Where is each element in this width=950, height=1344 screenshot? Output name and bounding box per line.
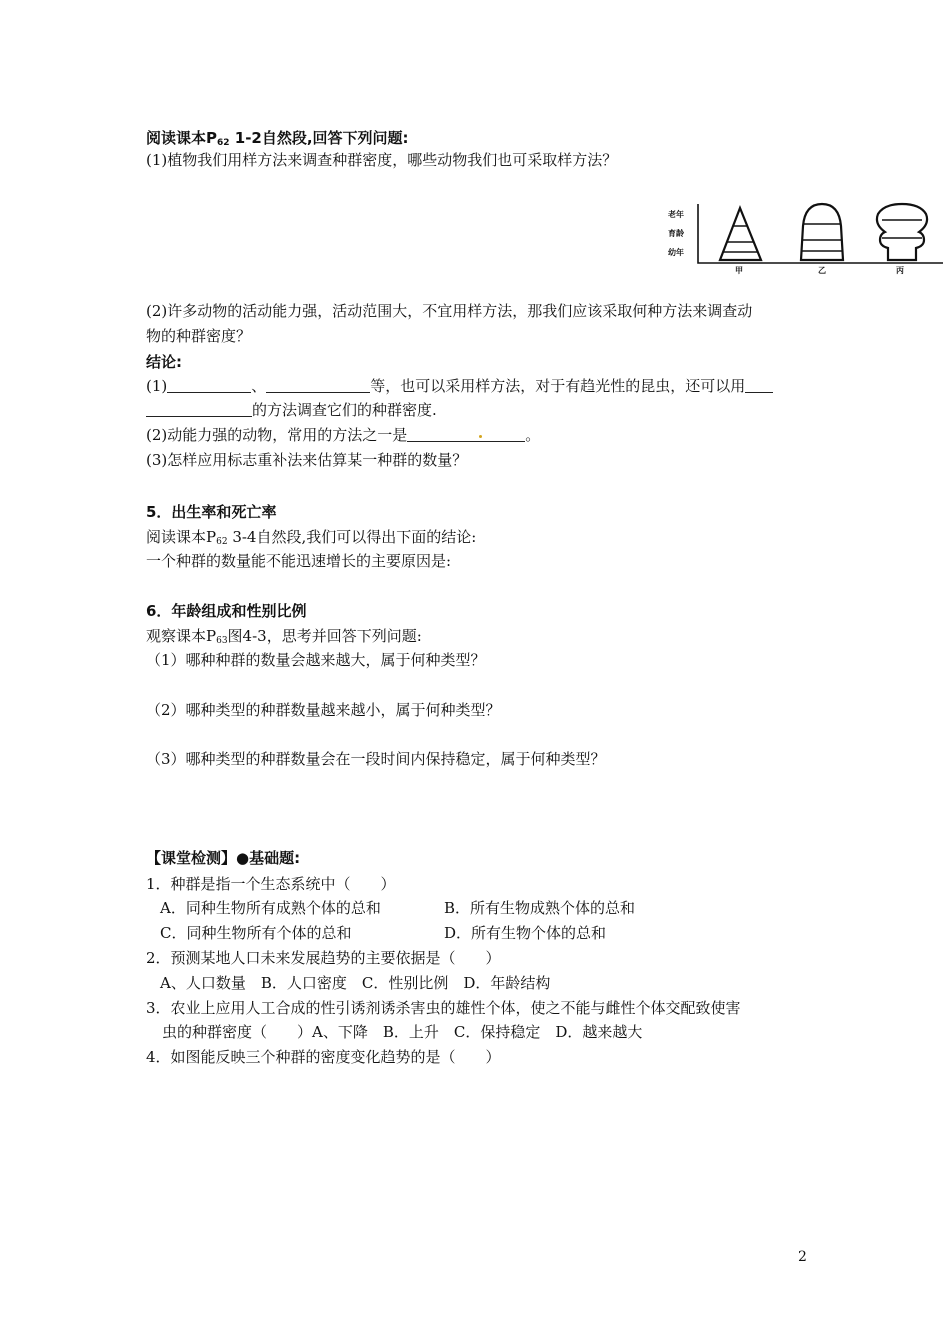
age-pyramid-figure xyxy=(668,196,946,278)
section5-conclusion: 一个种群的数量能不能迅速增长的主要原因是: xyxy=(146,552,452,570)
pyramid-yi-shape xyxy=(801,204,843,260)
section6-question-2: （2）哪种类型的种群数量越来越小，属于何种类型？ xyxy=(146,701,501,719)
blank-2[interactable] xyxy=(266,377,370,393)
conclusion-title: 结论: xyxy=(146,353,182,371)
blank-3b[interactable] xyxy=(146,401,252,417)
section6-title: 6．年龄组成和性别比例 xyxy=(146,602,307,620)
pyramid-jia-shape xyxy=(720,208,761,260)
conclusion-3: (3)怎样应用标志重补法来估算某一种群的数量？ xyxy=(146,451,468,469)
read-question-2-line2: 物的种群密度？ xyxy=(146,327,252,345)
conclusion-1-line1: (1) 、 等，也可以采用样方法，对于有趋光性的昆虫，还可以用 xyxy=(146,376,773,396)
label-bing: 丙 xyxy=(896,266,904,275)
quiz-q1-option-b: B．所有生物成熟个体的总和 xyxy=(444,899,636,917)
section6-observe: 观察课本$P_{63}$图4-3，思考并回答下列问题: xyxy=(146,627,422,646)
quiz-q1-option-d: D．所有生物个体的总和 xyxy=(444,924,607,942)
quiz-question-2: 2．预测某地人口未来发展趋势的主要依据是（ ） xyxy=(146,949,501,967)
blank-1[interactable] xyxy=(167,377,251,393)
quiz-question-3-line2: 虫的种群密度（ ）A、下降 B．上升 C．保持稳定 D．越来越大 xyxy=(162,1023,643,1041)
conclusion-1-line2: 的方法调查它们的种群密度. xyxy=(146,400,437,420)
quiz-q1-option-c: C．同种生物所有个体的总和 xyxy=(160,924,352,942)
section5-title: 5．出生率和死亡率 xyxy=(146,503,277,521)
quiz-question-3-line1: 3．农业上应用人工合成的性引诱剂诱杀害虫的雄性个体，使之不能与雌性个体交配致使害 xyxy=(146,999,741,1017)
blank-4[interactable] xyxy=(407,426,525,442)
section6-question-1: （1）哪种种群的数量会越来越大，属于何种类型？ xyxy=(146,651,486,669)
label-young: 幼年 xyxy=(668,248,684,257)
read-question-1: (1)植物我们用样方法来调查种群密度，哪些动物我们也可采取样方法？ xyxy=(146,151,618,169)
read-question-2-line1: (2)许多动物的活动能力强，活动范围大，不宜用样方法，那我们应该采取何种方法来调查动 xyxy=(146,302,753,320)
blank-3a[interactable] xyxy=(745,377,773,393)
label-old: 老年 xyxy=(668,210,684,219)
conclusion-2: (2)动能力强的动物，常用的方法之一是 。 xyxy=(146,426,541,444)
label-yi: 乙 xyxy=(818,266,826,275)
section5-read: 阅读课本$P_{62}$ 3-4自然段,我们可以得出下面的结论: xyxy=(146,528,477,547)
section6-question-3: （3）哪种类型的种群数量会在一段时间内保持稳定，属于何种类型？ xyxy=(146,750,606,768)
quiz-question-1: 1．种群是指一个生态系统中（ ） xyxy=(146,875,396,893)
quiz-question-4: 4．如图能反映三个种群的密度变化趋势的是（ ） xyxy=(146,1048,501,1066)
pyramid-bing-shape xyxy=(877,204,927,260)
label-jia: 甲 xyxy=(735,266,743,275)
quiz-q1-option-a: A．同种生物所有成熟个体的总和 xyxy=(160,899,381,917)
page-number: 2 xyxy=(798,1249,807,1265)
quiz-title: 【课堂检测】●基础题: xyxy=(146,849,301,867)
quiz-q2-options: A、人口数量 B．人口密度 C．性别比例 D．年龄结构 xyxy=(160,974,551,992)
figure-axes xyxy=(698,204,943,263)
label-reproductive: 育龄 xyxy=(668,229,684,238)
read-heading: 阅读课本$P_{62}$ 1-2自然段,回答下列问题: xyxy=(146,129,409,148)
